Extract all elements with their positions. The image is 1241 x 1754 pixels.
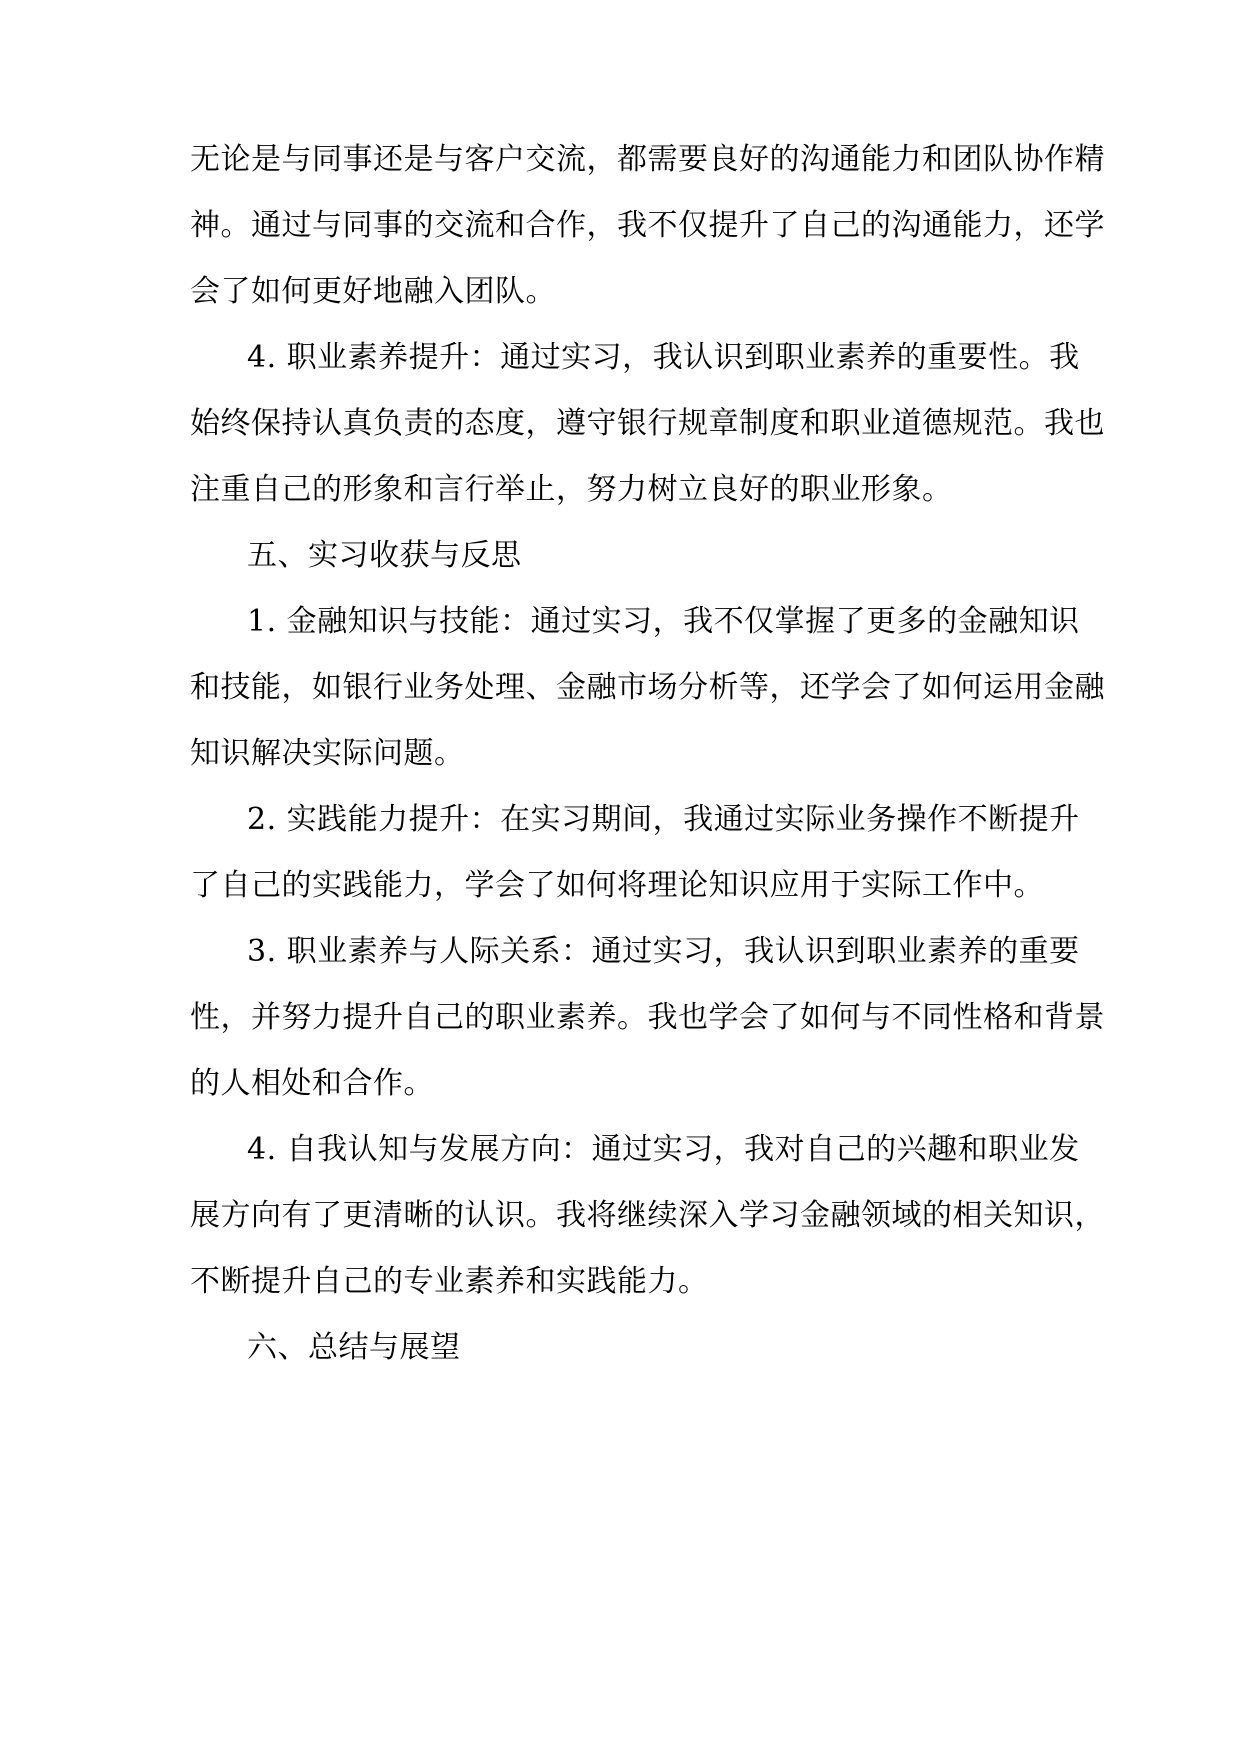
- paragraph-line: 和技能，如银行业务处理、金融市场分析等，还学会了如何运用金融: [190, 670, 1105, 705]
- paragraph-line: 注重自己的形象和言行举止，努力树立良好的职业形象。: [190, 472, 953, 507]
- section-heading: 六、总结与展望: [247, 1330, 461, 1365]
- list-item-line: 4. 自我认知与发展方向：通过实习，我对自己的兴趣和职业发: [247, 1132, 1080, 1167]
- paragraph-line: 始终保持认真负责的态度，遵守银行规章制度和职业道德规范。我也: [190, 406, 1105, 441]
- list-item-line: 3. 职业素养与人际关系：通过实习，我认识到职业素养的重要: [247, 934, 1080, 969]
- section-heading: 五、实习收获与反思: [247, 538, 522, 573]
- list-item-line: 1. 金融知识与技能：通过实习，我不仅掌握了更多的金融知识: [247, 604, 1080, 639]
- paragraph-line: 会了如何更好地融入团队。: [190, 274, 556, 309]
- paragraph-line: 无论是与同事还是与客户交流，都需要良好的沟通能力和团队协作精: [190, 142, 1105, 177]
- paragraph-line: 神。通过与同事的交流和合作，我不仅提升了自己的沟通能力，还学: [190, 208, 1105, 243]
- list-item-line: 4. 职业素养提升：通过实习，我认识到职业素养的重要性。我: [247, 340, 1080, 375]
- paragraph-line: 展方向有了更清晰的认识。我将继续深入学习金融领域的相关知识，: [190, 1198, 1105, 1233]
- paragraph-line: 不断提升自己的专业素养和实践能力。: [190, 1264, 709, 1299]
- paragraph-line: 了自己的实践能力，学会了如何将理论知识应用于实际工作中。: [190, 868, 1044, 903]
- list-item-line: 2. 实践能力提升：在实习期间，我通过实际业务操作不断提升: [247, 802, 1080, 837]
- paragraph-line: 的人相处和合作。: [190, 1066, 434, 1101]
- paragraph-line: 性，并努力提升自己的职业素养。我也学会了如何与不同性格和背景: [190, 1000, 1105, 1035]
- paragraph-line: 知识解决实际问题。: [190, 736, 465, 771]
